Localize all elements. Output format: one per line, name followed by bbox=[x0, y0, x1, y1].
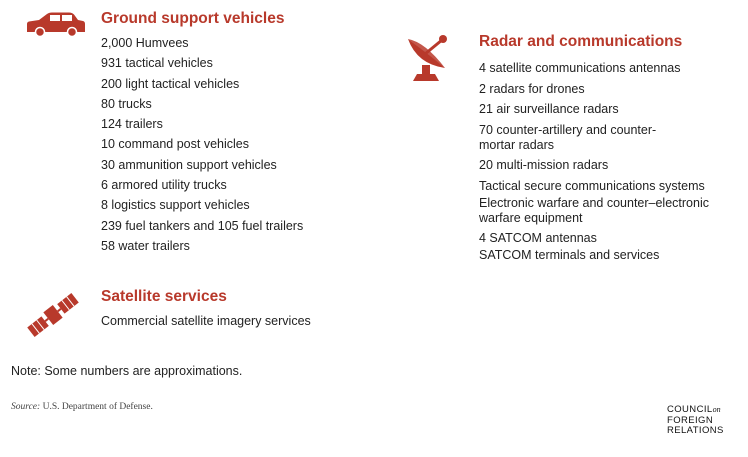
list-item: 8 logistics support vehicles bbox=[101, 198, 250, 213]
satellite-icon bbox=[23, 289, 83, 341]
list-item: 931 tactical vehicles bbox=[101, 56, 213, 71]
list-item: 200 light tactical vehicles bbox=[101, 76, 240, 91]
logo-line-3: RELATIONS bbox=[667, 425, 724, 436]
list-item: 6 armored utility trucks bbox=[101, 178, 227, 193]
list-item: 58 water trailers bbox=[101, 238, 190, 253]
list-item: Electronic warfare and counter–electronic bbox=[479, 195, 709, 210]
list-item: 2,000 Humvees bbox=[101, 36, 189, 50]
ground-vehicles-list bbox=[101, 36, 303, 254]
ground-vehicles-title: Ground support vehicles bbox=[101, 10, 285, 27]
list-item: Commercial satellite imagery services bbox=[101, 314, 311, 328]
list-item: 4 satellite communications antennas bbox=[479, 61, 681, 75]
list-item: 124 trailers bbox=[101, 117, 163, 132]
source-label: Source: bbox=[11, 402, 41, 412]
list-item: 80 trucks bbox=[101, 96, 152, 111]
list-item: 2 radars for drones bbox=[479, 81, 585, 96]
logo-line-1: COUNCILon bbox=[667, 404, 721, 415]
list-item: 4 SATCOM antennas bbox=[479, 231, 597, 245]
note-text: Note: Some numbers are approximations. bbox=[11, 364, 243, 378]
logo-line-2: FOREIGN bbox=[667, 414, 714, 426]
radar-comms-list bbox=[479, 61, 709, 263]
list-item: 20 multi-mission radars bbox=[479, 158, 609, 172]
list-item: 70 counter-artillery and counter- bbox=[479, 122, 657, 137]
list-item: SATCOM terminals and services bbox=[479, 248, 660, 262]
list-item: 10 command post vehicles bbox=[101, 137, 249, 152]
list-item: mortar radars bbox=[479, 137, 555, 152]
satellite-services-title: Satellite services bbox=[101, 288, 227, 305]
source-line bbox=[11, 401, 153, 413]
cfr-logo bbox=[667, 405, 724, 437]
list-item: 21 air surveillance radars bbox=[479, 102, 619, 116]
vehicle-icon bbox=[25, 11, 87, 37]
radar-comms-title: Radar and communications bbox=[479, 33, 683, 50]
source-text: U.S. Department of Defense. bbox=[42, 402, 153, 412]
list-item: 30 ammunition support vehicles bbox=[101, 157, 277, 172]
list-item: 239 fuel tankers and 105 fuel trailers bbox=[101, 218, 304, 233]
satellite-services-list bbox=[101, 314, 311, 329]
list-item: Tactical secure communications systems bbox=[479, 178, 705, 193]
radar-dish-icon bbox=[405, 32, 455, 84]
list-item: warfare equipment bbox=[479, 210, 583, 225]
